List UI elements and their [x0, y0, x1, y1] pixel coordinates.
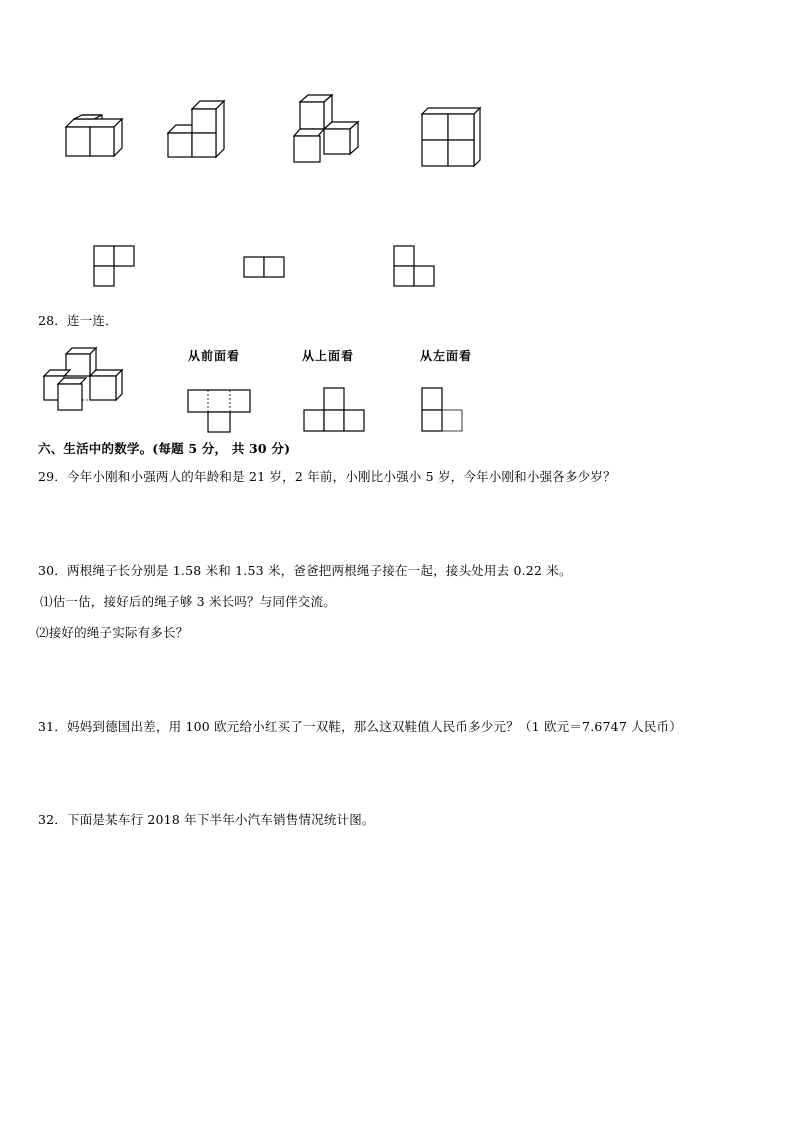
- question-30-part-2: ⑵接好的绳子实际有多长？: [36, 625, 189, 640]
- view-label-top: 从上面看: [302, 349, 355, 363]
- view-shape-2: [242, 255, 288, 279]
- question-28-title: 28．连一连．: [38, 313, 118, 328]
- question-31-text: 31．妈妈到德国出差，用 100 欧元给小红买了一双鞋，那么这双鞋值人民币多少元？（1 欧元＝7.6747 人民币）: [38, 719, 682, 734]
- view-shape-top: [302, 386, 368, 434]
- view-label-front: 从前面看: [188, 349, 241, 363]
- question-32-text: 32．下面是某车行 2018 年下半年小汽车销售情况统计图。: [38, 812, 375, 827]
- cube-figure-4: [418, 104, 484, 170]
- cube-figure-2: [162, 97, 232, 163]
- cube-figure-3: [288, 92, 364, 164]
- section-6-title: 六、生活中的数学。(每题 5 分， 共 30 分): [38, 441, 291, 456]
- view-shape-3: [392, 244, 438, 290]
- view-label-left: 从左面看: [420, 349, 473, 363]
- view-shape-left: [420, 386, 466, 434]
- question-30-part-1: ⑴估一估，接好后的绳子够 3 米长吗？与同伴交流。: [40, 594, 336, 609]
- view-shape-front: [186, 388, 252, 434]
- cube-solid-figure: [40, 344, 136, 414]
- question-30-text: 30．两根绳子长分别是 1.58 米和 1.53 米，爸爸把两根绳子接在一起，接头处用去 0.22 米。: [38, 563, 572, 578]
- question-29-text: 29．今年小刚和小强两人的年龄和是 21 岁，2 年前，小刚比小强小 5 岁，今年小刚和小强各多少岁？: [38, 469, 616, 484]
- view-shape-1: [92, 244, 138, 290]
- cube-figure-1: [60, 110, 130, 162]
